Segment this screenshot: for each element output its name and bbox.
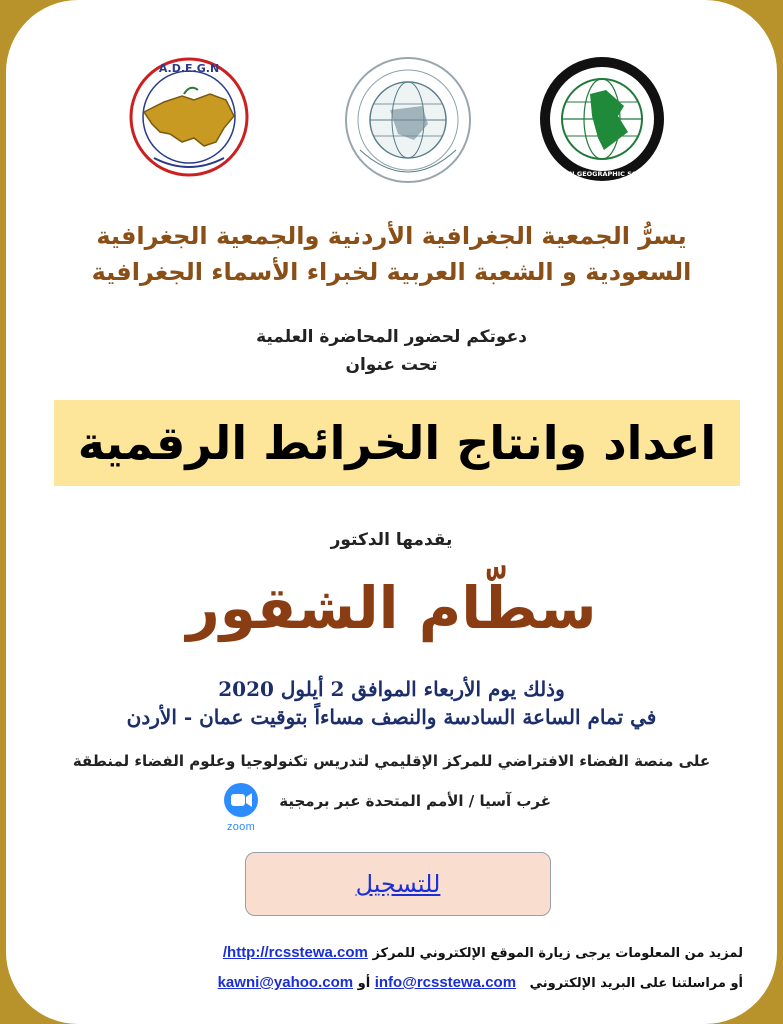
register-button[interactable]	[245, 852, 551, 916]
saudi-geographical-society-logo	[338, 54, 478, 186]
website-link[interactable]: http://rcsstewa.com/	[222, 944, 368, 961]
register-link[interactable]: للتسجيل	[355, 870, 441, 898]
schedule-time: في تمام الساعة السادسة والنصف مساءاً بتوقيت عمان - الأردن	[126, 705, 657, 729]
zoom-logo	[218, 783, 264, 833]
jordan-geographic-society-logo	[534, 54, 670, 184]
platform-line-2: غرب آسيا / الأمم المتحدة عبر برمجية	[279, 792, 551, 810]
email-link-info[interactable]: info@rcsstewa.com	[374, 974, 517, 991]
lecture-title-banner	[54, 400, 740, 486]
zoom-wordmark: zoom	[226, 821, 256, 833]
flyer-card	[6, 0, 777, 1024]
email-link-kawni[interactable]: kawni@yahoo.com	[217, 974, 354, 991]
invitation-line-1: دعوتكم لحضور المحاضرة العلمية	[256, 327, 527, 347]
svg-text:A.D.E.G.N: A.D.E.G.N	[158, 62, 220, 75]
presenter-label: يقدمها الدكتور	[330, 530, 453, 550]
footer-email-line	[218, 974, 743, 991]
lecture-title: اعداد وانتاج الخرائط الرقمية	[77, 416, 717, 470]
invitation-line-2: تحت عنوان	[345, 355, 438, 375]
footer-or-word: أو	[357, 976, 371, 991]
zoom-icon	[224, 783, 258, 817]
platform-line-1: على منصة الفضاء الافتراضي للمركز الإقليمي لتدريس تكنولوجيا وعلوم الفضاء لمنطقة	[72, 752, 711, 770]
footer-website-text: لمزيد من المعلومات يرجى زيارة الموقع الإلكتروني للمركز	[372, 946, 743, 961]
presenter-name: سطّام الشقور	[186, 574, 597, 642]
footer-website-line	[223, 944, 743, 961]
hosts-line-2: السعودية و الشعبة العربية لخبراء الأسماء الجغرافية	[91, 258, 692, 286]
footer-email-text: أو مراسلتنا على البريد الإلكتروني	[529, 976, 743, 991]
svg-text:JORDAN GEOGRAPHIC SOCIETY: JORDAN GEOGRAPHIC SOCIETY	[545, 170, 659, 178]
arab-division-logo	[124, 54, 254, 180]
hosts-line-1: يسرُّ الجمعية الجغرافية الأردنية والجمعية الجغرافية	[96, 222, 687, 250]
schedule-date: وذلك يوم الأربعاء الموافق 2 أيلول 2020	[218, 677, 565, 701]
